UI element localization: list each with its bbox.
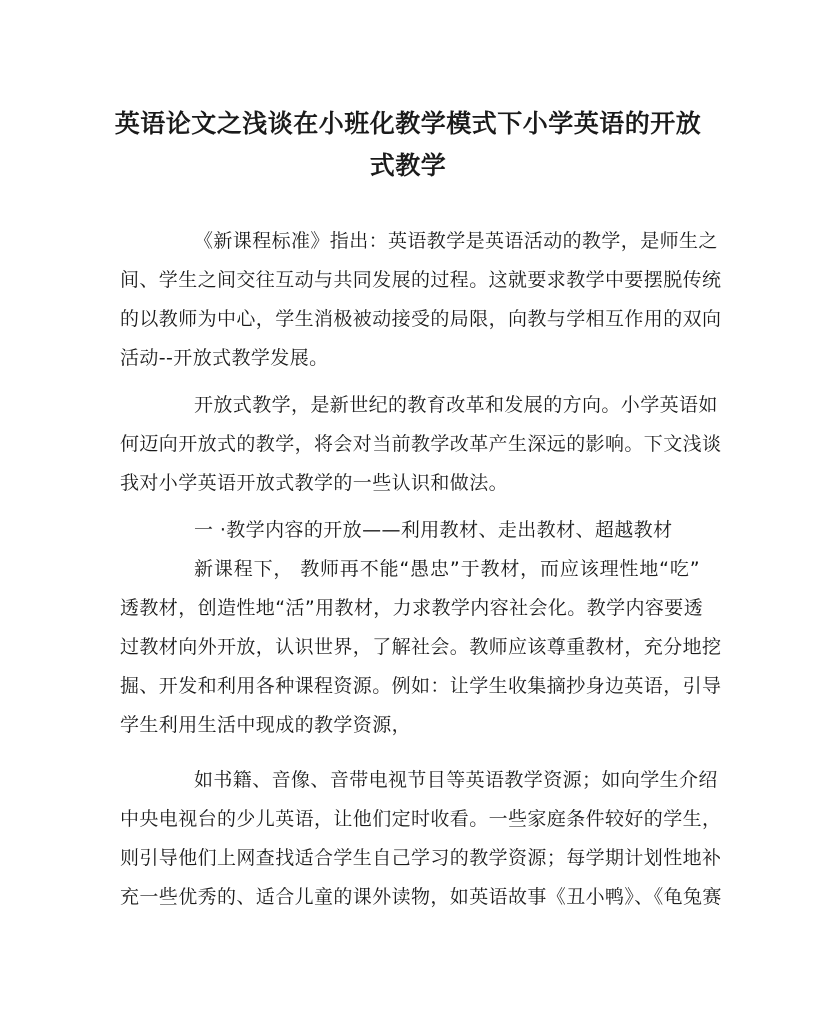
paragraph-3-line-3: 过教材向外开放，认识世界，了解社会。教师应该尊重教材，充分地挖 [120, 636, 722, 658]
paragraph-4-line-4: 充一些优秀的、适合儿童的课外读物，如英语故事《丑小鸭》、《龟兔赛 [120, 886, 722, 908]
paragraph-2-line-2: 何迈向开放式的教学，将会对当前教学改革产生深远的影响。下文浅谈 [120, 433, 722, 455]
document-title-line-2: 式教学 [369, 151, 447, 180]
paragraph-3-line-1: 新课程下， 教师再不能“愚忠”于教材，而应该理性地“吃” [194, 558, 700, 580]
paragraph-3-line-5: 学生利用生活中现成的教学资源， [120, 714, 412, 736]
paragraph-1-line-2: 间、学生之间交往互动与共同发展的过程。这就要求教学中要摆脱传统 [120, 269, 722, 291]
paragraph-4-line-3: 则引导他们上网查找适合学生自己学习的教学资源；每学期计划性地补 [120, 847, 722, 869]
paragraph-1-line-3: 的以教师为中心，学生消极被动接受的局限，向教与学相互作用的双向 [120, 308, 722, 330]
paragraph-3-line-2: 透教材，创造性地“活”用教材，力求教学内容社会化。教学内容要透 [120, 597, 704, 619]
paragraph-1-line-4: 活动--开放式教学发展。 [120, 347, 329, 369]
paragraph-2-line-3: 我对小学英语开放式教学的一些认识和做法。 [120, 472, 509, 494]
paragraph-4-line-2: 中央电视台的少儿英语，让他们定时收看。一些家庭条件较好的学生， [120, 808, 722, 830]
paragraph-2-line-1: 开放式教学，是新世纪的教育改革和发展的方向。小学英语如 [194, 394, 718, 416]
paragraph-3-line-4: 掘、开发和利用各种课程资源。例如：让学生收集摘抄身边英语，引导 [120, 675, 722, 697]
paragraph-4-line-1: 如书籍、音像、音带电视节目等英语教学资源；如向学生介绍 [194, 769, 718, 791]
paragraph-1-line-1: 《新课程标准》指出：英语教学是英语活动的教学，是师生之 [194, 230, 718, 252]
document-title-line-1: 英语论文之浅谈在小班化教学模式下小学英语的开放 [114, 109, 702, 138]
section-heading: 一 ·教学内容的开放——利用教材、走出教材、超越教材 [194, 519, 673, 541]
